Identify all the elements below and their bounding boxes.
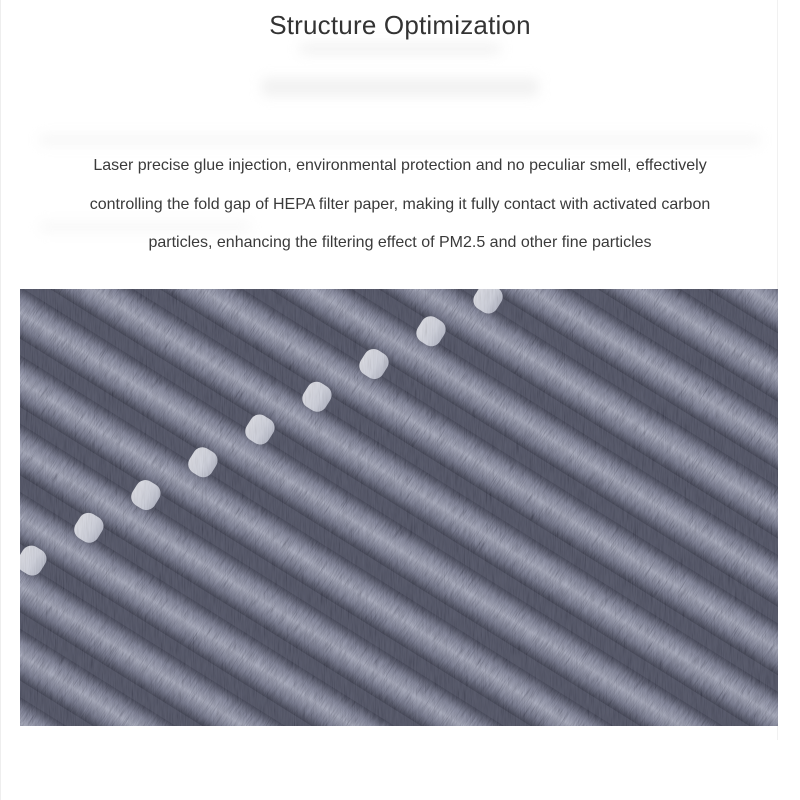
- ghost-text-blur: [262, 78, 538, 96]
- page-edge-divider: [0, 0, 1, 800]
- ghost-text-blur: [40, 135, 760, 145]
- ghost-text-blur: [40, 222, 250, 232]
- hepa-filter-illustration: [20, 289, 778, 726]
- ghost-text-blur: [300, 44, 500, 54]
- description-line-3: particles, enhancing the filtering effect of PM2.5 and other fine particles: [148, 234, 652, 251]
- description-line-2: controlling the fold gap of HEPA filter paper, making it fully contact with activated carbon: [89, 196, 711, 213]
- hepa-filter-photo: [20, 289, 778, 726]
- description-line-1: Laser precise glue injection, environmental protection and no peculiar smell, effectively: [93, 157, 707, 174]
- page-title: Structure Optimization: [269, 10, 531, 40]
